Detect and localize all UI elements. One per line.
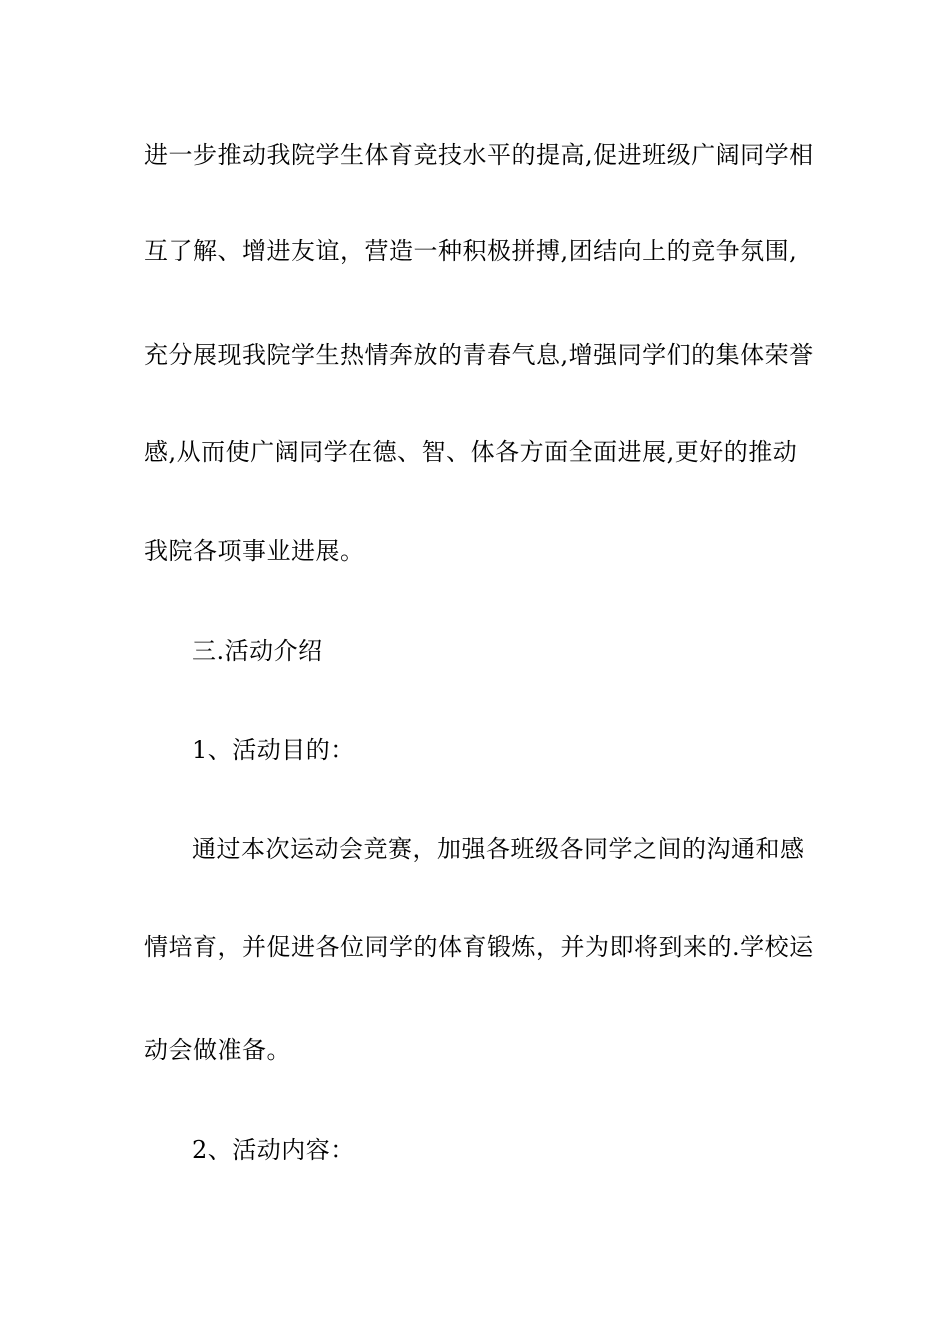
paragraph-line: 互了解、增进友谊，营造一种积极拼搏,团结向上的竞争氛围, [144, 237, 798, 265]
subheading: 1、活动目的： [192, 736, 355, 764]
paragraph-line: 感,从而使广阔同学在德、智、体各方面全面进展,更好的推动 [144, 438, 798, 466]
paragraph-line: 情培育，并促进各位同学的体育锻炼，并为即将到来的.学校运 [144, 933, 814, 961]
paragraph-line: 充分展现我院学生热情奔放的青春气息,增强同学们的集体荣誉 [144, 341, 814, 369]
paragraph-line: 我院各项事业进展。 [144, 537, 365, 565]
paragraph-line: 进一步推动我院学生体育竞技水平的提高,促进班级广阔同学相 [144, 141, 814, 169]
paragraph-line: 通过本次运动会竞赛，加强各班级各同学之间的沟通和感 [192, 835, 805, 863]
paragraph-line: 动会做准备。 [144, 1036, 291, 1064]
section-heading: 三.活动介绍 [192, 637, 323, 665]
subheading: 2、活动内容： [192, 1136, 355, 1164]
